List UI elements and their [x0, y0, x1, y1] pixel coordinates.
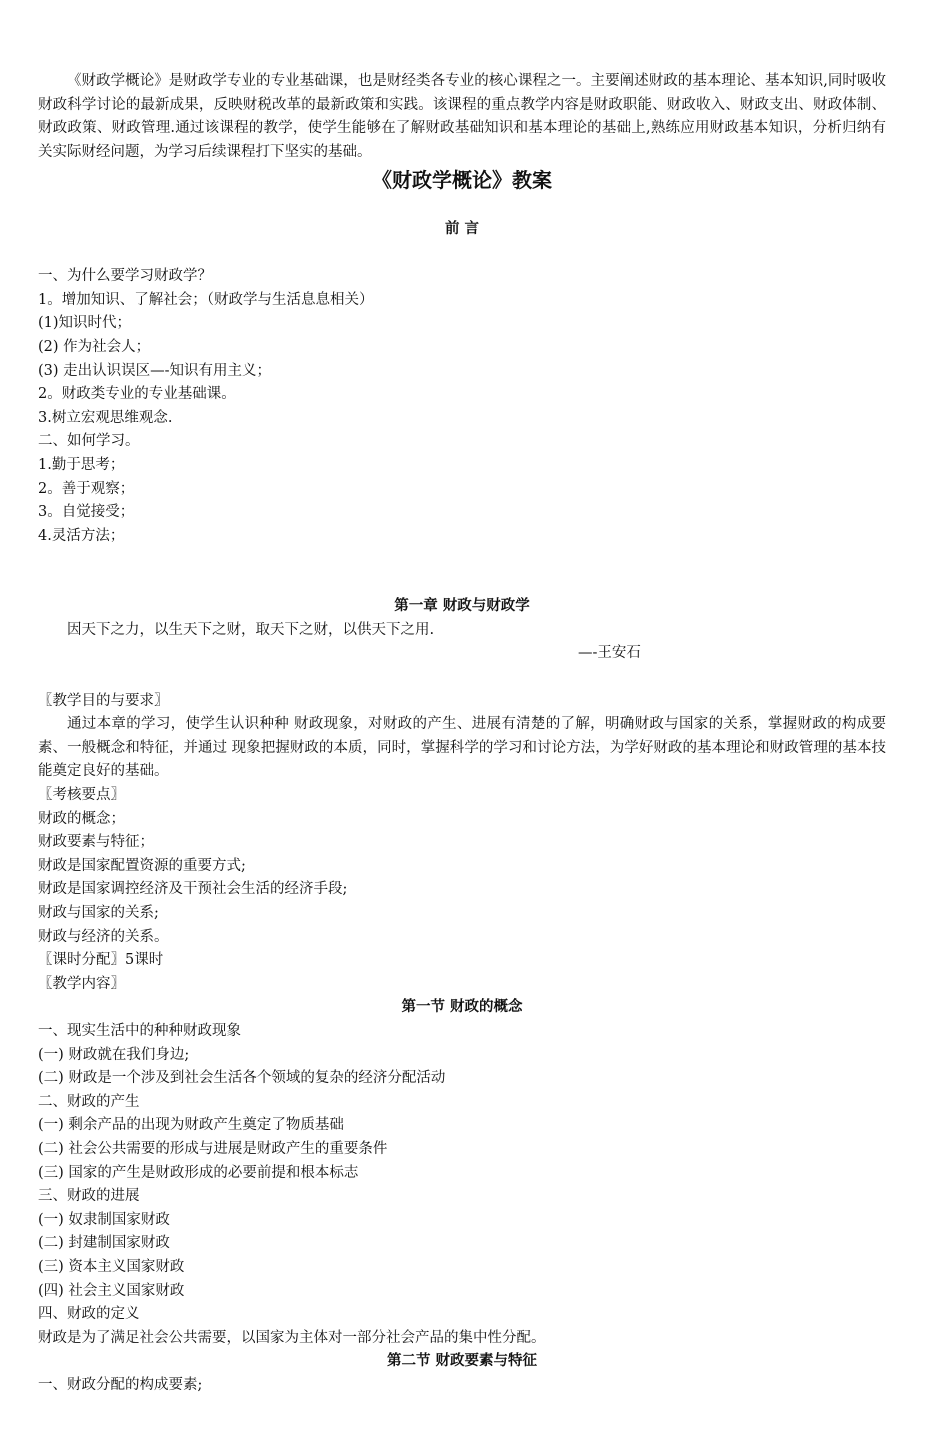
- preface-list: [38, 265, 886, 548]
- spacer: [38, 242, 886, 266]
- preface-line: 3。自觉接受；: [38, 504, 135, 521]
- section1-line: (三) 国家的产生是财政形成的必要前提和根本标志: [38, 1164, 359, 1181]
- section1-line: (四) 社会主义国家财政: [38, 1282, 185, 1299]
- section2-heading: 第二节 财政要素与特征: [386, 1353, 538, 1370]
- goal-paragraph: 通过本章的学习，使学生认识种种 财政现象，对财政的产生、进展有清楚的了解，明确财政与国家的关系，掌握财政的构成要素、一般概念和特征，并通过 现象把握财政的本质，同时，掌握科学的学习和讨论方法，为学好财政的基本理论和财政管理的基本技能奠定良好的基础。: [38, 716, 886, 780]
- chapter-quote: 因天下之力，以生天下之财，取天下之财，以供天下之用.: [67, 621, 435, 638]
- spacer: [38, 194, 886, 218]
- section1-line: (三) 资本主义国家财政: [38, 1258, 185, 1275]
- preface-line: 二、如何学习。: [38, 433, 140, 450]
- preface-line: 2。善于观察；: [38, 480, 135, 497]
- exam-point: 财政是国家配置资源的重要方式;: [38, 857, 246, 874]
- preface-line: 1.勤于思考；: [38, 456, 125, 473]
- exam-points-list: [38, 808, 886, 950]
- goal-label: 〖教学目的与要求〗: [38, 692, 169, 709]
- quote-author: —-王安石: [578, 645, 641, 662]
- section1-heading: 第一节 财政的概念: [401, 999, 523, 1016]
- section1-line: (二) 封建制国家财政: [38, 1235, 170, 1252]
- section2-list: [38, 1374, 886, 1398]
- exam-point: 财政是国家调控经济及干预社会生活的经济手段;: [38, 881, 348, 898]
- section1-list: [38, 1020, 886, 1350]
- section1-line: (一) 剩余产品的出现为财政产生奠定了物质基础: [38, 1117, 344, 1134]
- chapter-heading: 第一章 财政与财政学: [394, 598, 530, 615]
- exam-label: 〖考核要点〗: [38, 787, 125, 804]
- section1-line: 四、财政的定义: [38, 1306, 140, 1323]
- exam-point: 财政的概念；: [38, 810, 125, 827]
- exam-point: 财政要素与特征；: [38, 834, 154, 851]
- section1-line: 财政是为了满足社会公共需要，以国家为主体对一部分社会产品的集中性分配。: [38, 1329, 546, 1346]
- section1-line: (二) 财政是一个涉及到社会生活各个领域的复杂的经济分配活动: [38, 1070, 446, 1087]
- content-label: 〖教学内容〗: [38, 975, 125, 992]
- document-page: [38, 70, 886, 1397]
- document-title: 《财政学概论》教案: [372, 168, 552, 193]
- preface-line: (1)知识时代；: [38, 315, 132, 332]
- preface-line: 4.灵活方法；: [38, 527, 125, 544]
- section1-line: (一) 奴隶制国家财政: [38, 1211, 170, 1228]
- preface-line: (2) 作为社会人；: [38, 338, 151, 355]
- exam-point: 财政与经济的关系。: [38, 928, 169, 945]
- preface-heading: 前 言: [444, 220, 480, 237]
- exam-point: 财政与国家的关系;: [38, 905, 159, 921]
- spacer: [38, 666, 886, 690]
- preface-line: 2。财政类专业的专业基础课。: [38, 386, 236, 403]
- section2-line: 一、财政分配的构成要素;: [38, 1376, 203, 1393]
- section1-line: (一) 财政就在我们身边;: [38, 1046, 190, 1063]
- intro-paragraph: 《财政学概论》是财政学专业的专业基础课，也是财经类各专业的核心课程之一。主要阐述财政的基本理论、基本知识,同时吸收财政科学讨论的最新成果，反映财税改革的最新政策和实践。该课程的重点教学内容是财政职能、财政收入、财政支出、财政体制、财政政策、财政管理.通过该课程的教学，使学生能够在了解财政基础知识和基本理论的基础上,熟练应用财政基本知识，分析归纳有关实际财经问题，为学习后续课程打下坚实的基础。: [38, 73, 886, 160]
- hours-allocation: 〖课时分配〗5课时: [38, 952, 164, 969]
- preface-line: 1。增加知识、了解社会；（财政学与生活息息相关）: [38, 291, 374, 308]
- section1-line: 二、财政的产生: [38, 1093, 140, 1110]
- spacer: [38, 548, 886, 595]
- preface-line: 一、为什么要学习财政学？: [38, 268, 212, 285]
- preface-line: 3.树立宏观思维观念.: [38, 409, 173, 426]
- section1-line: 三、财政的进展: [38, 1188, 140, 1205]
- preface-line: (3) 走出认识误区—-知识有用主义；: [38, 362, 272, 379]
- section1-line: 一、现实生活中的种种财政现象: [38, 1022, 241, 1039]
- section1-line: (二) 社会公共需要的形成与进展是财政产生的重要条件: [38, 1140, 388, 1157]
